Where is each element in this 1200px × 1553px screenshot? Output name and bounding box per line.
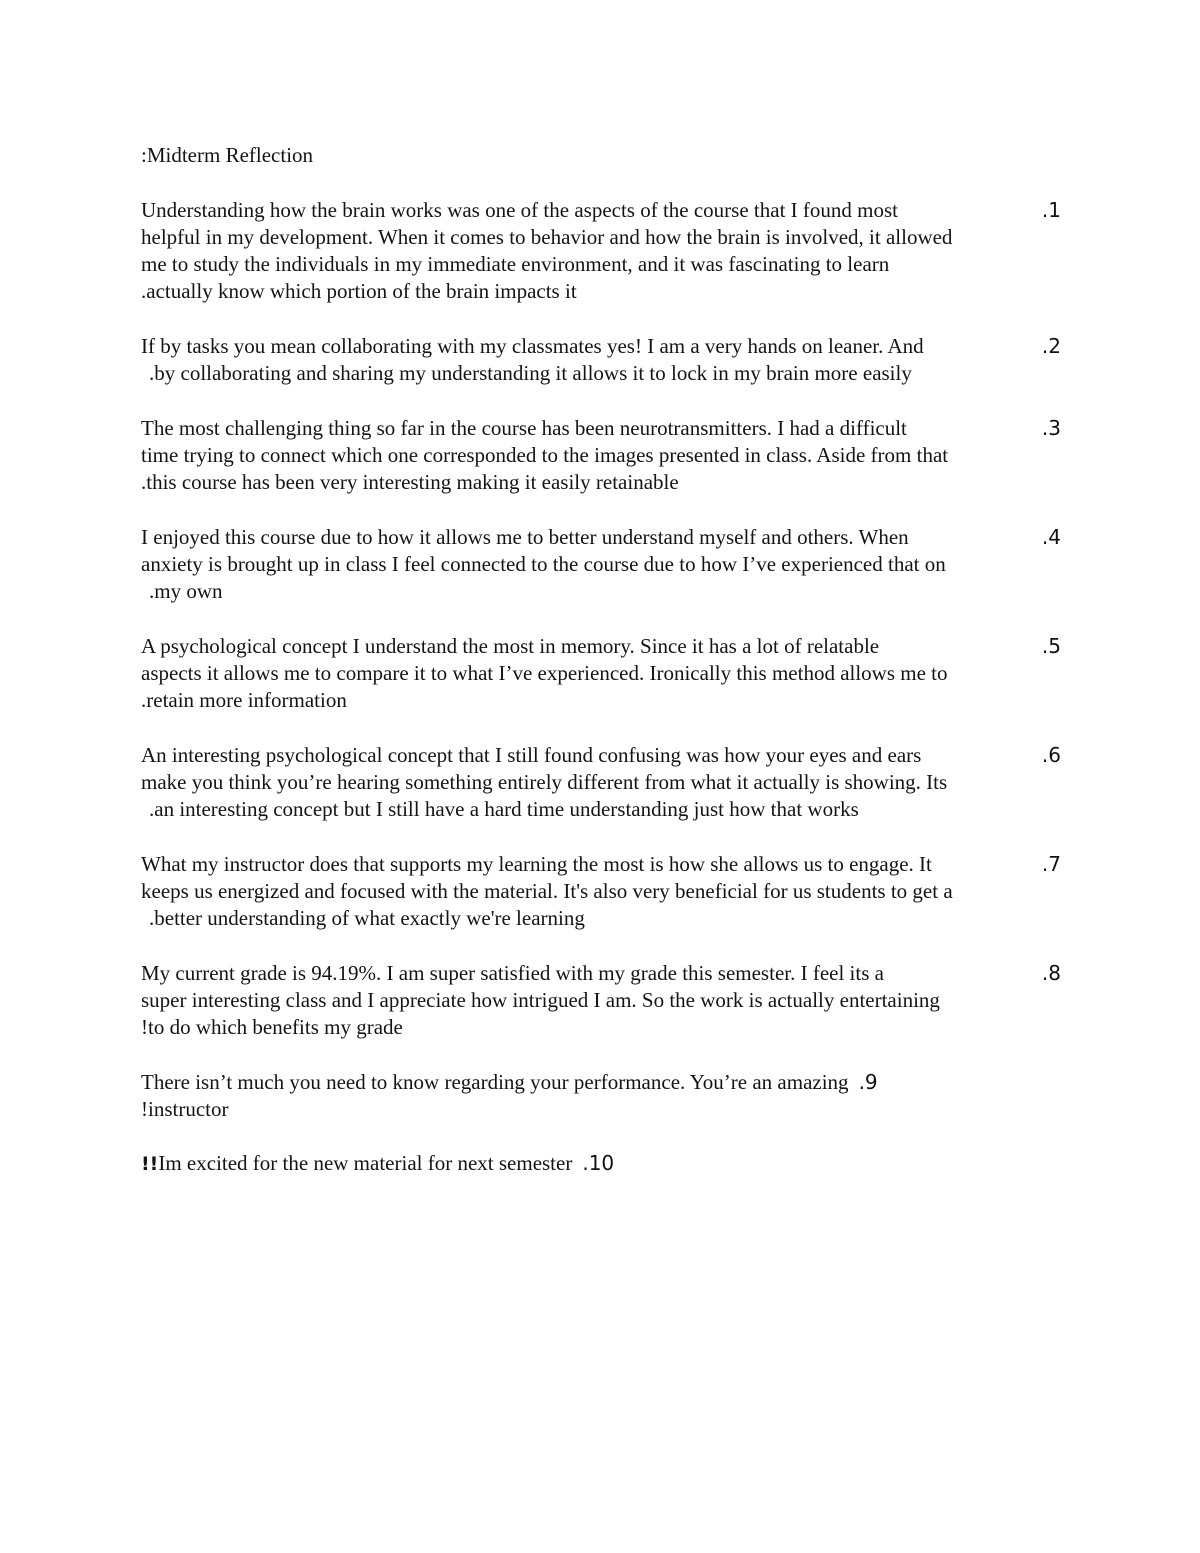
item-line <box>141 960 1061 987</box>
item-number: .10 <box>582 1151 615 1176</box>
item-text: aspects it allows me to compare it to what I’ve experienced. Ironically this method allows me to <box>141 660 948 685</box>
item-line <box>141 360 1061 387</box>
item-line <box>141 224 1061 251</box>
item-text: !to do which benefits my grade <box>141 1015 403 1039</box>
item-text: .retain more information <box>141 688 347 712</box>
item-line <box>141 742 1061 769</box>
reflection-item-9 <box>141 1069 1061 1123</box>
reflection-item-10 <box>141 1150 1061 1178</box>
item-text: Im excited for the new material for next semester <box>158 1151 573 1176</box>
item-line <box>141 251 1061 278</box>
item-line <box>141 278 1061 305</box>
item-number: .7 <box>1041 851 1061 876</box>
item-number: .4 <box>1041 524 1061 549</box>
item-number: .5 <box>1041 633 1061 658</box>
item-text: .better understanding of what exactly we're learning <box>149 906 585 930</box>
document-body <box>141 142 1061 1206</box>
reflection-item-3 <box>141 415 1061 497</box>
item-text: .an interesting concept but I still have a hard time understanding just how that works <box>149 797 859 821</box>
item-text: My current grade is 94.19%. I am super satisfied with my grade this semester. I feel its a <box>141 960 884 985</box>
item-text: If by tasks you mean collaborating with my classmates yes! I am a very hands on leaner. And <box>141 333 924 358</box>
item-line <box>141 197 1061 224</box>
item-line <box>141 415 1061 442</box>
item-line <box>141 524 1061 551</box>
item-line <box>141 333 1061 360</box>
item-number: .9 <box>858 1069 878 1094</box>
item-text: .my own <box>149 579 223 603</box>
item-line <box>141 851 1061 878</box>
item-line <box>141 469 1061 496</box>
item-text: I enjoyed this course due to how it allows me to better understand myself and others. When <box>141 524 909 549</box>
reflection-item-4 <box>141 524 1061 606</box>
item-text: time trying to connect which one corresponded to the images presented in class. Aside from that <box>141 442 949 467</box>
item-line <box>141 578 1061 605</box>
item-text: There isn’t much you need to know regarding your performance. You’re an amazing <box>141 1069 849 1094</box>
item-text: super interesting class and I appreciate how intrigued I am. So the work is actually entertaining <box>141 987 940 1012</box>
item-line <box>141 442 1061 469</box>
item-text: .this course has been very interesting making it easily retainable <box>141 470 679 494</box>
item-text: helpful in my development. When it comes to behavior and how the brain is involved, it allowed <box>141 224 953 249</box>
reflection-item-1 <box>141 197 1061 306</box>
item-text: anxiety is brought up in class I feel connected to the course due to how I’ve experienced that on <box>141 551 946 576</box>
reflection-item-5 <box>141 633 1061 715</box>
item-number: .2 <box>1041 333 1061 358</box>
item-line <box>141 1014 1061 1041</box>
item-text: keeps us energized and focused with the material. It's also very beneficial for us students to get a <box>141 878 953 903</box>
item-number: .3 <box>1041 415 1061 440</box>
item-text: The most challenging thing so far in the course has been neurotransmitters. I had a difficult <box>141 415 907 440</box>
reflection-item-2 <box>141 333 1061 387</box>
item-text: An interesting psychological concept that I still found confusing was how your eyes and ears <box>141 742 922 767</box>
item-text: .by collaborating and sharing my understanding it allows it to lock in my brain more easily <box>149 361 912 385</box>
item-number: .1 <box>1041 197 1061 222</box>
item-line <box>141 1150 1061 1178</box>
item-text: What my instructor does that supports my learning the most is how she allows us to engage. It <box>141 851 932 876</box>
item-line <box>141 769 1061 796</box>
reflection-item-8 <box>141 960 1061 1042</box>
item-line <box>141 878 1061 905</box>
item-line <box>141 633 1061 660</box>
item-text: A psychological concept I understand the most in memory. Since it has a lot of relatable <box>141 633 880 658</box>
item-line <box>141 987 1061 1014</box>
item-line <box>141 1096 1061 1123</box>
item-number: .6 <box>1041 742 1061 767</box>
item-number: .8 <box>1041 960 1061 985</box>
reflection-item-6 <box>141 742 1061 824</box>
reflection-item-7 <box>141 851 1061 933</box>
item-text: make you think you’re hearing something entirely different from what it actually is showing. Its <box>141 769 948 794</box>
item-prefix: !! <box>141 1153 159 1176</box>
item-line <box>141 687 1061 714</box>
item-line <box>141 796 1061 823</box>
item-text: me to study the individuals in my immediate environment, and it was fascinating to learn <box>141 252 890 276</box>
item-line <box>141 660 1061 687</box>
item-text: !instructor <box>141 1096 229 1121</box>
document-title: :Midterm Reflection <box>141 143 314 167</box>
item-text: .actually know which portion of the brain impacts it <box>141 279 577 304</box>
item-text: Understanding how the brain works was one of the aspects of the course that I found most <box>141 197 898 222</box>
item-line <box>141 905 1061 932</box>
item-line <box>141 1069 1061 1096</box>
item-line <box>141 551 1061 578</box>
